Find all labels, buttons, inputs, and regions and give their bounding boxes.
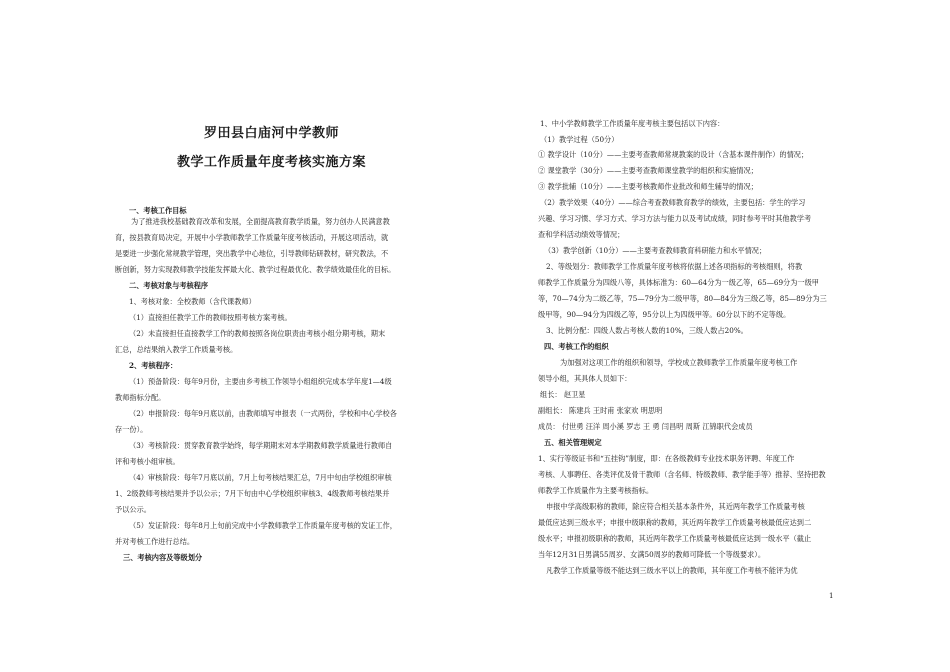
section-heading: 五、相关管理规定 <box>544 438 602 447</box>
paragraph-line: 申报中学高级职称的教师，除应符合相关基本条件外，其近两年教学工作质量考核 <box>546 502 805 511</box>
section-heading: 2、考核程序： <box>129 361 178 370</box>
paragraph-line: 存一份）。 <box>115 425 148 434</box>
paragraph-line: 3、比例分配：四级人数占考核人数的10%，三级人数占20%。 <box>546 326 748 335</box>
paragraph-line: 领导小组，其具体人员如下： <box>538 374 632 383</box>
paragraph-line: 为加强对这项工作的组织和领导，学校成立教师教学工作质量年度考核工作 <box>560 358 798 367</box>
paragraph-line: 等，70—74分为二级乙等，75—79分为二级甲等，80—84分为三级乙等，85—89分为三 <box>538 294 827 303</box>
paragraph-line: （2）未直接担任直接教学工作的教师按照各岗位职责由考核小组分期考核，期末 <box>129 329 386 338</box>
paragraph-line: 凡教学工作质量等级不能达到三级水平以上的教师，其年度工作考核不能评为优 <box>546 566 798 575</box>
paragraph-line: 成员： 付世勇 汪洋 周小溪 罗志 王 勇 闫昌明 周斯 江锦职代会成员 <box>538 422 753 431</box>
paragraph-line: （5）发证阶段：每年8月上旬前完成中小学教师教学工作质量年度考核的发证工作， <box>129 521 397 530</box>
paragraph-line: 副组长： 陈建兵 王时甫 张家欢 明思明 <box>538 406 663 415</box>
paragraph-line: 2、等级划分：教师教学工作质量年度考核将依据上述各项指标的考核细则，将教 <box>546 262 803 271</box>
paragraph-line: 评和考核小组审核。 <box>115 457 180 466</box>
paragraph-line: ③ 教学批辅（10分）——主要考核教师作业批改和师生辅导的情况； <box>538 182 758 191</box>
paragraph-line: 予以公示。 <box>115 505 151 514</box>
paragraph-line: （4）审核阶段：每年7月底以前，7月上旬考核结果汇总，7月中旬由学校组织审核 <box>129 473 392 482</box>
paragraph-line: 组长： 赵卫星 <box>540 390 586 399</box>
paragraph-line: （3）教学创新（10分）——主要考查教师教育科研能力和水平情况； <box>544 246 767 255</box>
paragraph-line: （2）教学效果（40分）——综合考查教师教育教学的绩效，主要包括：学生的学习 <box>540 198 806 207</box>
section-heading: 二、考核对象与考核程序 <box>129 281 209 290</box>
paragraph-line: 育，按县教育局决定，开展中小学教师教学工作质量年度考核活动，开展这项活动，就 <box>115 233 389 242</box>
page-number: 1 <box>829 592 834 600</box>
paragraph-line: 当年12月31日男满55周岁、女满50周岁的教师可降低一个等级要求）。 <box>538 550 766 559</box>
paragraph-line: ② 课堂教学（30分）——主要考查教师课堂教学的组织和实施情况； <box>538 166 758 175</box>
paragraph-line: 教师指标分配。 <box>115 393 166 402</box>
paragraph-line: 查和学科活动绩效等情况； <box>538 230 625 239</box>
section-heading: 三、考核内容及等级划分 <box>123 553 203 562</box>
paragraph-line: 为了推进我校基础教育改革和发展，全面提高教育教学质量，努力创办人民满意教 <box>131 217 390 226</box>
paragraph-line: 考核、人事聘任、各类评优及骨干教师（含名师、特级教师、教学能手等）推荐、坚持把教 <box>538 470 826 479</box>
paragraph-line: 级水平；申报初级职称的教师，其近两年教学工作质量考核最低应达到一级水平（截止 <box>538 534 812 543</box>
paragraph-line: （1）教学过程（50分） <box>540 135 619 144</box>
paragraph-line: 断创新，努力实现教师教学技能发挥最大化、教学过程最优化、教学绩效最佳化的目标。 <box>115 265 396 274</box>
paragraph-line: 并对考核工作进行总结。 <box>115 537 195 546</box>
paragraph-line: （1）直接担任教学工作的教师按照考核方案考核。 <box>129 313 292 322</box>
paragraph-line: 1、2级教师考核结果并予以公示；7月下旬由中心学校组织审核3、4级教师考核结果并 <box>115 489 390 498</box>
paragraph-line: 兴趣、学习习惯、学习方式、学习方法与能力以及考试成绩，同时参考平时其他教学考 <box>538 214 812 223</box>
paragraph-line: （1）预备阶段：每年9月份，主要由乡考核工作领导小组组织完成本学年度1—4级 <box>129 377 392 386</box>
title-line-2: 教学工作质量年度考核实施方案 <box>176 155 366 170</box>
paragraph-line: （3）考核阶段：贯穿教育教学始终，每学期期末对本学期教师教学质量进行教师自 <box>129 441 393 450</box>
section-heading: 一、考核工作目标 <box>129 206 187 215</box>
paragraph-line: 汇总，总结果纳入教学工作质量考核。 <box>115 345 238 354</box>
section-heading: 四、考核工作的组织 <box>544 342 609 351</box>
paragraph-line: （2）申报阶段：每年9月底以前，由教师填写申报表（一式两份，学校和中心学校各 <box>129 409 397 418</box>
paragraph-line: 师教学工作质量作为主要考核指标。 <box>538 486 654 495</box>
paragraph-line: 最低应达到三级水平；申报中级职称的教师，其近两年教学工作质量考核最低应达到二 <box>538 518 812 527</box>
paragraph-line: 1、考核对象：全校教师（含代课教师） <box>129 297 256 306</box>
paragraph-line: 1、实行等级证书和“五挂钩”制度，即：在各级教师专业技术职务评聘、年度工作 <box>538 454 795 463</box>
title-line-1: 罗田县白庙河中学教师 <box>203 126 339 141</box>
paragraph-line: 是要进一步强化常规教学管理，突出教学中心地位，引导教师钻研教材，研究教法，不 <box>115 249 389 258</box>
paragraph-line: ① 教学设计（10分）——主要考查教师常规教案的设计（含基本课件制作）的情况； <box>538 150 809 159</box>
paragraph-line: 级甲等，90—94分为四级乙等，95分以上为四级甲等。60分以下的不定等级。 <box>538 310 791 319</box>
paragraph-line: 1、中小学教师教学工作质量年度考核主要包括以下内容： <box>540 119 725 128</box>
paragraph-line: 师教学工作质量分为四级八等，具体标准为：60—64分为一级乙等，65—69分为一级甲 <box>538 278 819 287</box>
